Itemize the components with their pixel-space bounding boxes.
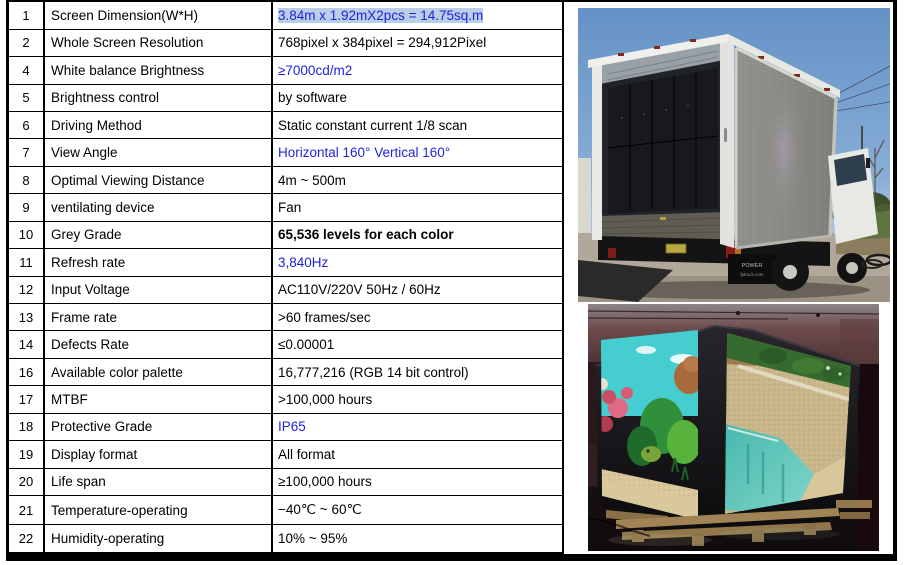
license-plate (666, 244, 686, 253)
spec-label: Optimal Viewing Distance (44, 166, 272, 193)
page-border-right (893, 0, 897, 561)
table-row (8, 358, 564, 385)
spec-label: Protective Grade (44, 413, 272, 440)
row-number: 16 (8, 358, 45, 385)
row-number: 8 (8, 166, 45, 193)
table-row (8, 495, 564, 524)
table-row (8, 221, 564, 248)
table-row (8, 84, 564, 111)
row-number: 4 (8, 57, 45, 84)
spec-value: IP65 (272, 413, 563, 440)
row-number: 9 (8, 194, 45, 221)
spec-label: Whole Screen Resolution (44, 29, 272, 56)
table-row (8, 331, 564, 358)
side-mirror (866, 158, 870, 168)
rear-left-post (592, 62, 602, 240)
truck-photo-illustration (578, 8, 890, 302)
spec-value: 16,777,216 (RGB 14 bit control) (272, 358, 563, 385)
spec-label: Display format (44, 441, 272, 468)
spec-value: 10% ~ 95% (272, 525, 563, 553)
table-row (8, 194, 564, 221)
spec-value: All format (272, 441, 563, 468)
spec-value: by software (272, 84, 563, 111)
spec-value: ≤0.00001 (272, 331, 563, 358)
spec-value: 768pixel x 384pixel = 294,912Pixel (272, 29, 563, 56)
row-number: 2 (8, 29, 45, 56)
row-number: 22 (8, 525, 45, 553)
spec-label: Brightness control (44, 84, 272, 111)
spec-table-body (8, 1, 564, 553)
row-number: 6 (8, 112, 45, 139)
left-screen-cartoon-garden (596, 326, 704, 520)
row-number: 1 (8, 1, 45, 29)
spec-label: White balance Brightness (44, 57, 272, 84)
spec-label: Refresh rate (44, 249, 272, 276)
led-cabinet-illustration (588, 304, 879, 551)
table-row (8, 525, 564, 553)
spec-value: Fan (272, 194, 563, 221)
table-row (8, 413, 564, 440)
spec-value: AC110V/220V 50Hz / 60Hz (272, 276, 563, 303)
side-skirt-box (728, 254, 776, 284)
row-number: 10 (8, 221, 45, 248)
table-row (8, 29, 564, 56)
table-row (8, 468, 564, 495)
table-row (8, 1, 564, 29)
spec-label: Life span (44, 468, 272, 495)
spec-table (6, 0, 564, 554)
spec-label: Input Voltage (44, 276, 272, 303)
spec-value: 65,536 levels for each color (272, 221, 563, 248)
spec-value: 3.84m x 1.92mX2pcs = 14.75sq.m (272, 1, 563, 29)
table-row (8, 139, 564, 166)
taillight-left (608, 248, 616, 258)
row-number: 11 (8, 249, 45, 276)
row-number: 18 (8, 413, 45, 440)
stacked-led-cabinets (608, 68, 718, 214)
led-cabinet-photo (588, 304, 879, 551)
spec-label: Humidity-operating (44, 525, 272, 553)
row-number: 19 (8, 441, 45, 468)
row-number: 7 (8, 139, 45, 166)
table-row (8, 249, 564, 276)
spec-label: Temperature-operating (44, 495, 272, 524)
truck-signage-power: POWER (741, 263, 763, 269)
row-number: 5 (8, 84, 45, 111)
table-row (8, 166, 564, 193)
table-row (8, 304, 564, 331)
truck-photo (578, 8, 890, 302)
spec-label: MTBF (44, 386, 272, 413)
spec-value: 4m ~ 500m (272, 166, 563, 193)
spec-label: View Angle (44, 139, 272, 166)
spec-value: ≥7000cd/m2 (272, 57, 563, 84)
spec-value: −40℃ ~ 60℃ (272, 495, 563, 524)
row-number: 20 (8, 468, 45, 495)
row-number: 12 (8, 276, 45, 303)
spec-label: Grey Grade (44, 221, 272, 248)
row-number: 14 (8, 331, 45, 358)
table-row (8, 441, 564, 468)
spec-label: ventilating device (44, 194, 272, 221)
spec-value: >60 frames/sec (272, 304, 563, 331)
table-row (8, 57, 564, 84)
spec-value: >100,000 hours (272, 386, 563, 413)
spec-value: Static constant current 1/8 scan (272, 112, 563, 139)
truck-signage-url: lptruck.com (740, 272, 764, 277)
table-row (8, 386, 564, 413)
rear-corner-post (720, 40, 734, 248)
page-border-bottom (6, 554, 897, 561)
spec-label: Frame rate (44, 304, 272, 331)
row-number: 21 (8, 495, 45, 524)
row-number: 17 (8, 386, 45, 413)
spec-label: Defects Rate (44, 331, 272, 358)
row-number: 13 (8, 304, 45, 331)
spec-label: Screen Dimension(W*H) (44, 1, 272, 29)
spec-label: Available color palette (44, 358, 272, 385)
spec-value: ≥100,000 hours (272, 468, 563, 495)
spec-label: Driving Method (44, 112, 272, 139)
spec-value: 3,840Hz (272, 249, 563, 276)
spec-value: Horizontal 160° Vertical 160° (272, 139, 563, 166)
table-row (8, 276, 564, 303)
table-row (8, 112, 564, 139)
